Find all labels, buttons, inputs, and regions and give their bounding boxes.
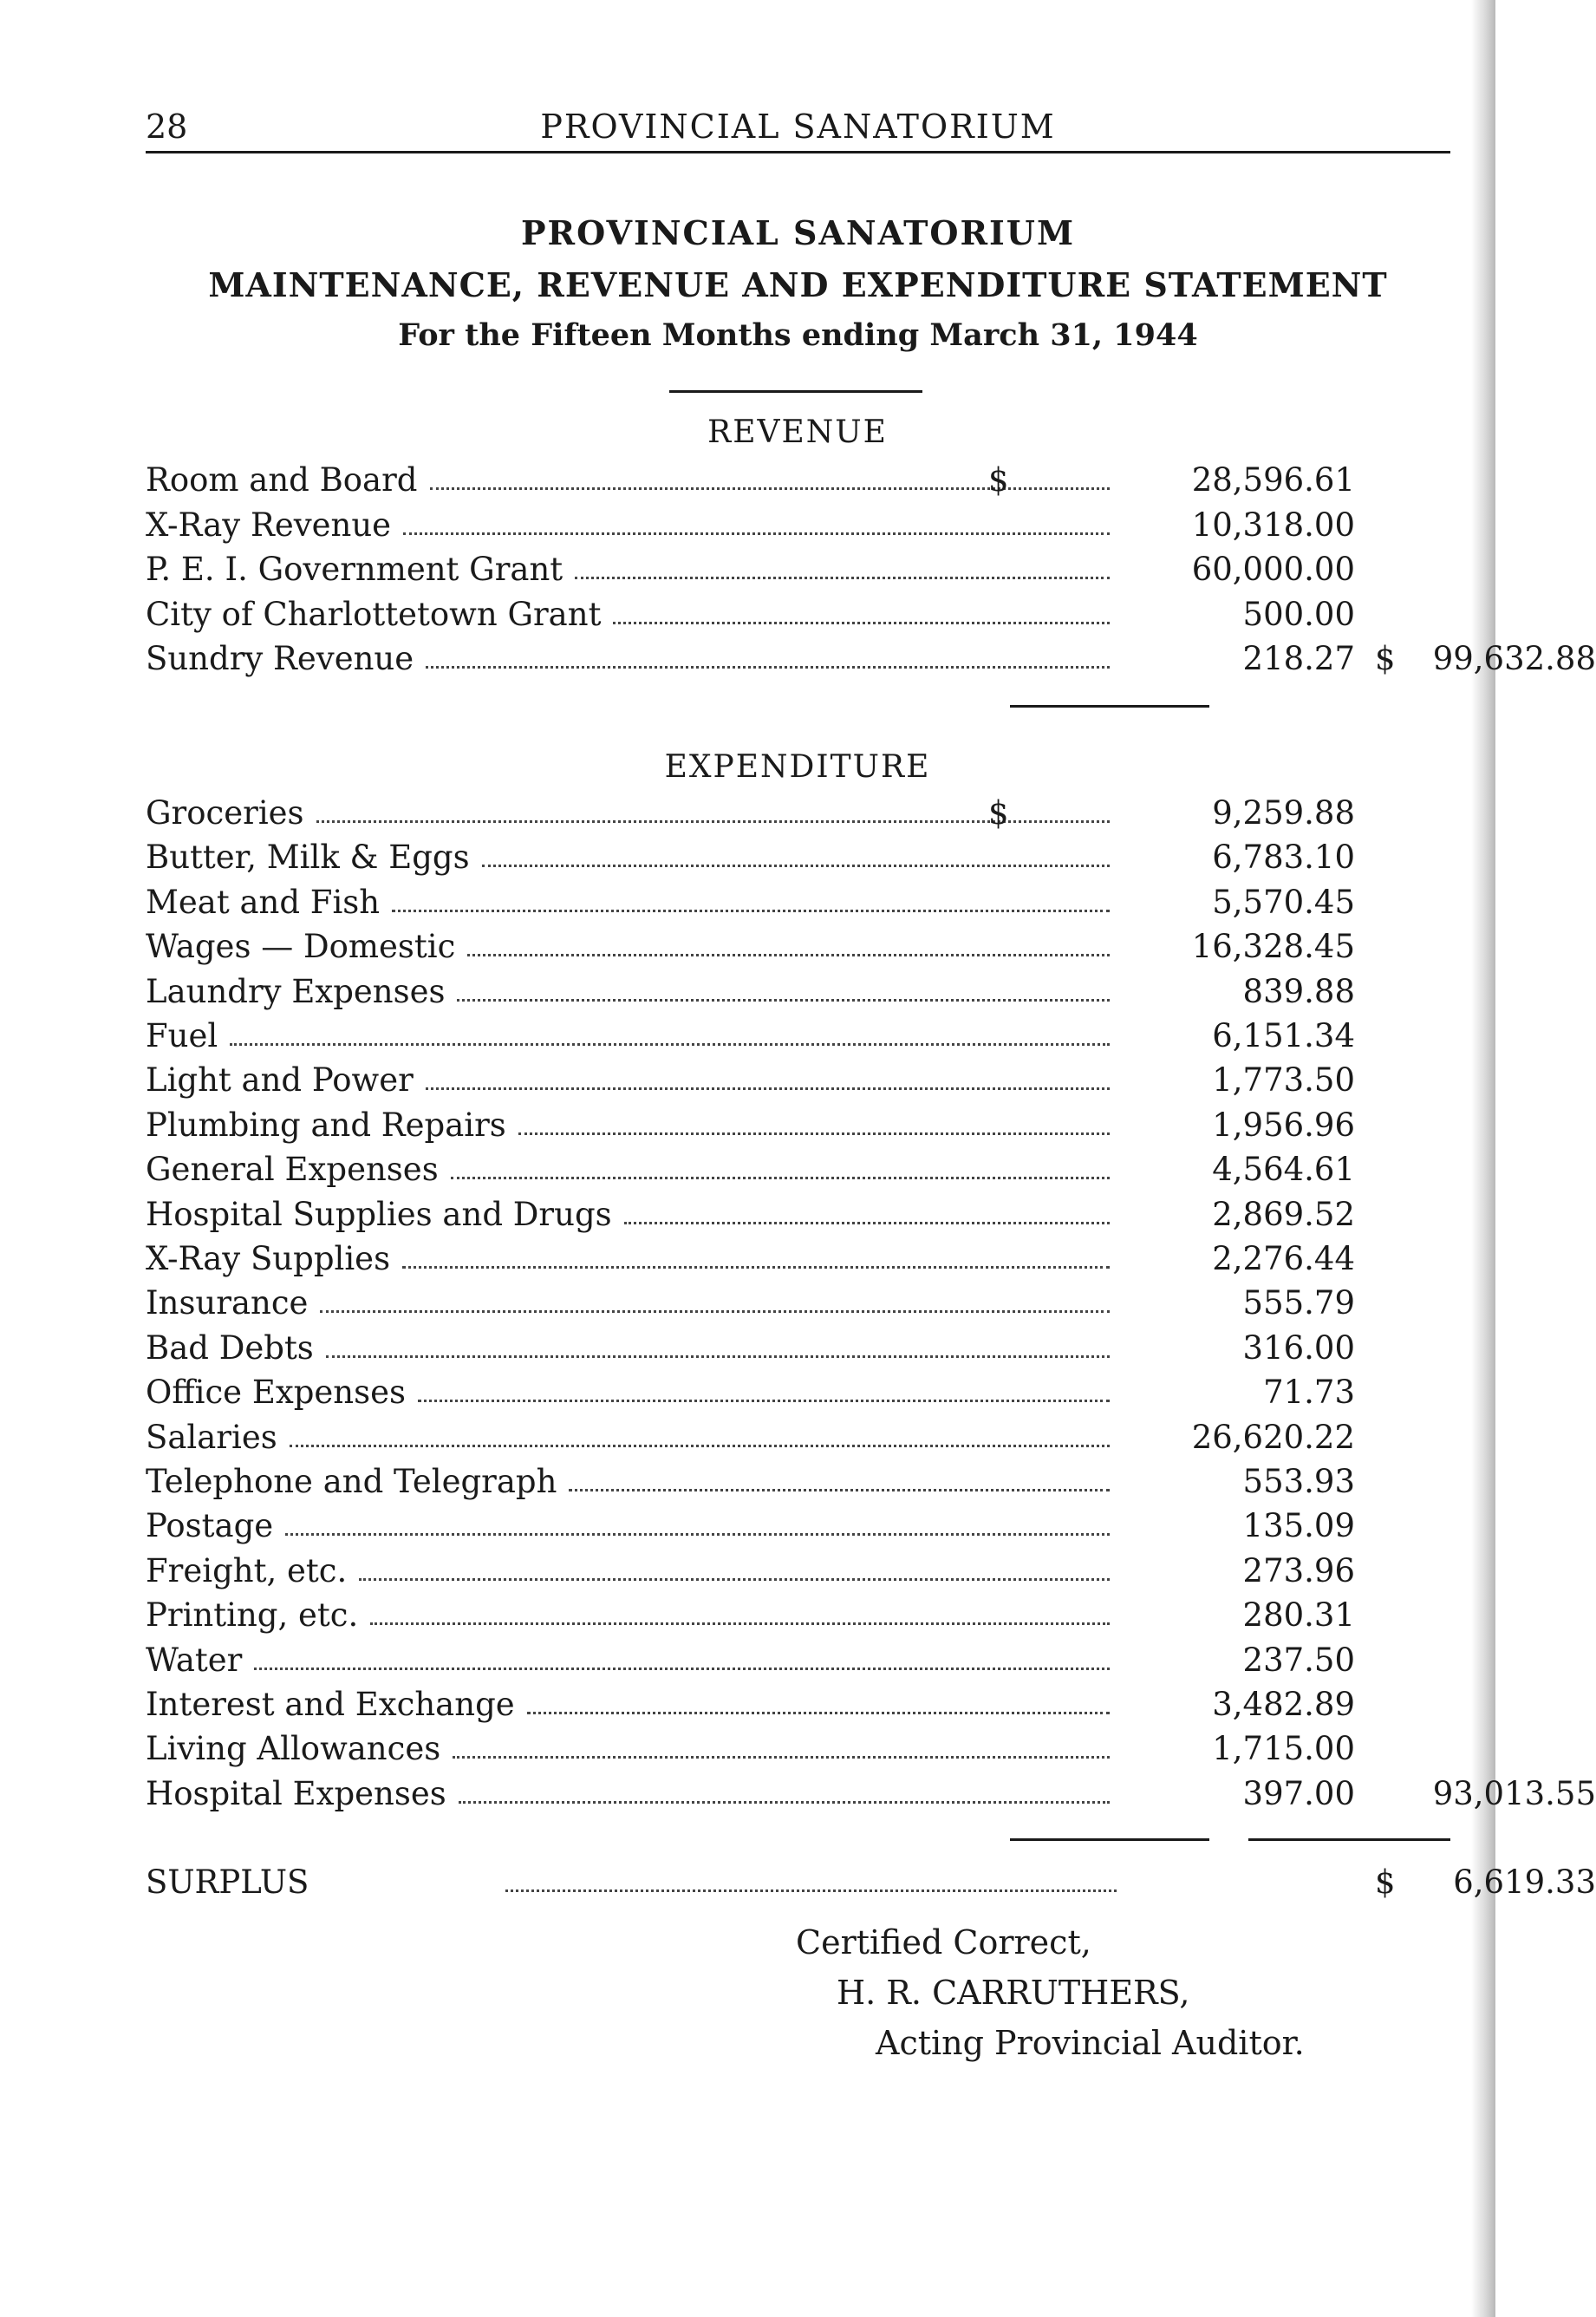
certified-correct: Certified Correct,: [796, 1923, 1091, 1961]
running-head-title: PROVINCIAL SANATORIUM: [540, 108, 1056, 146]
ledger-item-amount: 60,000.00: [1191, 551, 1355, 588]
ledger-row: [146, 1192, 1450, 1237]
ledger-row: [146, 636, 1596, 681]
ledger-item-label: Printing, etc.: [146, 1596, 359, 1635]
ledger-row: [146, 1014, 1450, 1058]
ledger-row: [146, 1504, 1450, 1548]
heading-rule: [669, 390, 922, 393]
surplus-amount: 6,619.33: [1453, 1863, 1596, 1901]
leader-dots: [254, 1668, 1110, 1670]
running-head: [146, 102, 1450, 153]
ledger-row: [146, 1726, 1450, 1771]
ledger-row: [146, 835, 1450, 879]
ledger-item-amount: 839.88: [1242, 972, 1355, 1010]
ledger-item-label: X-Ray Revenue: [146, 506, 392, 544]
ledger-item-label: Salaries: [146, 1418, 277, 1456]
ledger-item-amount: 553.93: [1242, 1463, 1355, 1500]
ledger-item-label: Butter, Milk & Eggs: [146, 839, 470, 877]
surplus-currency: $: [1375, 1863, 1396, 1901]
statement-title: PROVINCIAL SANATORIUM: [520, 213, 1076, 252]
ledger-item-label: Hospital Supplies and Drugs: [146, 1195, 612, 1233]
ledger-item-label: Postage: [146, 1507, 274, 1545]
revenue-subtotal-rule: [1010, 705, 1209, 708]
leader-dots: [418, 1400, 1110, 1402]
ledger-item-amount: 10,318.00: [1191, 506, 1355, 544]
ledger-item-label: Room and Board: [146, 461, 418, 499]
ledger-item-label: P. E. I. Government Grant: [146, 551, 563, 588]
leader-dots: [370, 1622, 1110, 1625]
ledger-item-label: Water: [146, 1641, 243, 1679]
page-edge-shadow: [1471, 0, 1495, 2317]
leader-dots: [426, 666, 1110, 669]
ledger-item-label: Telephone and Telegraph: [146, 1463, 557, 1500]
statement-subtitle: MAINTENANCE, REVENUE AND EXPENDITURE STATEMENT: [208, 265, 1388, 304]
ledger-row: [146, 592, 1450, 636]
ledger-row: [146, 1281, 1450, 1325]
ledger-item-amount: 4,564.61: [1212, 1151, 1355, 1189]
ledger-item-amount: 9,259.88: [1212, 794, 1355, 832]
ledger-item-label: Laundry Expenses: [146, 972, 446, 1010]
ledger-item-amount: 273.96: [1242, 1551, 1355, 1589]
ledger-item-label: City of Charlottetown Grant: [146, 595, 602, 633]
ledger-item-amount: 397.00: [1242, 1774, 1355, 1812]
ledger-item-amount: 280.31: [1242, 1596, 1355, 1635]
expenditure-subtotal-rule: [1010, 1838, 1209, 1841]
ledger-row: [146, 458, 1450, 502]
ledger-item-amount: 2,276.44: [1212, 1240, 1355, 1277]
ledger-row: [146, 1058, 1450, 1102]
ledger-item-amount: 2,869.52: [1212, 1195, 1355, 1233]
ledger-row: [146, 1237, 1450, 1281]
ledger-row: [146, 1103, 1450, 1147]
ledger-item-label: Sundry Revenue: [146, 640, 414, 677]
ledger-row: [146, 1772, 1596, 1816]
ledger-row: [146, 1638, 1450, 1682]
ledger-item-amount: 28,596.61: [1191, 461, 1355, 499]
revenue-section-label: REVENUE: [707, 414, 888, 450]
surplus-label: SURPLUS: [146, 1863, 309, 1901]
ledger-row: [146, 1326, 1450, 1370]
leader-dots: [403, 532, 1110, 535]
statement-period: For the Fifteen Months ending March 31, 1944: [398, 317, 1198, 353]
ledger-row: [146, 1682, 1450, 1726]
ledger-row: [146, 1459, 1450, 1504]
ledger-item-label: Plumbing and Repairs: [146, 1106, 506, 1144]
ledger-item-amount: 1,715.00: [1212, 1730, 1355, 1768]
ledger-row: [146, 503, 1450, 547]
ledger-item-amount: 71.73: [1263, 1374, 1355, 1412]
leader-dots: [359, 1578, 1110, 1581]
currency-symbol: $: [988, 461, 1009, 499]
section-total-amount: 93,013.55: [1432, 1774, 1596, 1812]
leader-dots: [392, 910, 1110, 912]
ledger-item-amount: 26,620.22: [1191, 1418, 1355, 1456]
ledger-row: [146, 791, 1450, 835]
auditor-name: H. R. CARRUTHERS,: [837, 1974, 1190, 2012]
ledger-item-amount: 555.79: [1242, 1284, 1355, 1322]
page-number: 28: [146, 108, 188, 146]
ledger-row: [146, 1147, 1450, 1191]
leader-dots: [230, 1043, 1110, 1046]
auditor-title: Acting Provincial Auditor.: [876, 2024, 1305, 2062]
ledger-item-amount: 135.09: [1242, 1507, 1355, 1545]
total-currency-symbol: $: [1375, 640, 1396, 677]
ledger-item-amount: 1,773.50: [1212, 1061, 1355, 1100]
ledger-item-label: Meat and Fish: [146, 883, 381, 921]
ledger-item-label: General Expenses: [146, 1151, 439, 1189]
ledger-row: [146, 1549, 1450, 1593]
ledger-row: [146, 880, 1450, 924]
ledger-item-amount: 237.50: [1242, 1641, 1355, 1679]
leader-dots: [285, 1533, 1110, 1536]
leader-dots: [402, 1266, 1110, 1269]
ledger-item-amount: 16,328.45: [1191, 928, 1355, 966]
ledger-item-label: Hospital Expenses: [146, 1774, 446, 1812]
ledger-item-amount: 500.00: [1242, 595, 1355, 633]
ledger-item-label: Interest and Exchange: [146, 1686, 515, 1723]
ledger-item-label: Light and Power: [146, 1061, 414, 1100]
ledger-item-amount: 3,482.89: [1212, 1686, 1355, 1723]
ledger-item-label: Insurance: [146, 1284, 309, 1322]
ledger-row: [146, 547, 1450, 591]
ledger-item-label: Freight, etc.: [146, 1551, 348, 1589]
ledger-item-amount: 6,151.34: [1212, 1017, 1355, 1054]
expenditure-section-label: EXPENDITURE: [664, 749, 931, 785]
ledger-item-amount: 5,570.45: [1212, 883, 1355, 921]
ledger-item-label: Living Allowances: [146, 1730, 441, 1768]
ledger-row: [146, 1593, 1450, 1637]
ledger-row: [146, 1415, 1450, 1459]
ledger-item-label: Office Expenses: [146, 1374, 406, 1412]
leader-dots: [505, 1889, 1117, 1892]
expenditure-total-rule: [1248, 1838, 1450, 1841]
surplus-row: [146, 1860, 1596, 1904]
ledger-item-label: Wages — Domestic: [146, 928, 456, 966]
ledger-item-amount: 1,956.96: [1212, 1106, 1355, 1144]
leader-dots: [320, 1310, 1110, 1313]
ledger-item-label: X-Ray Supplies: [146, 1240, 391, 1277]
currency-symbol: $: [988, 794, 1009, 832]
leader-dots: [290, 1445, 1110, 1447]
section-total-amount: 99,632.88: [1432, 640, 1596, 677]
ledger-row: [146, 1370, 1450, 1414]
ledger-item-label: Bad Debts: [146, 1328, 314, 1367]
ledger-row: [146, 924, 1450, 969]
leader-dots: [326, 1355, 1110, 1358]
ledger-row: [146, 969, 1450, 1014]
ledger-item-amount: 218.27: [1242, 640, 1355, 677]
ledger-item-label: Fuel: [146, 1017, 218, 1054]
ledger-item-amount: 316.00: [1242, 1328, 1355, 1367]
ledger-item-label: Groceries: [146, 794, 304, 832]
leader-dots: [426, 1087, 1110, 1090]
ledger-item-amount: 6,783.10: [1212, 839, 1355, 877]
